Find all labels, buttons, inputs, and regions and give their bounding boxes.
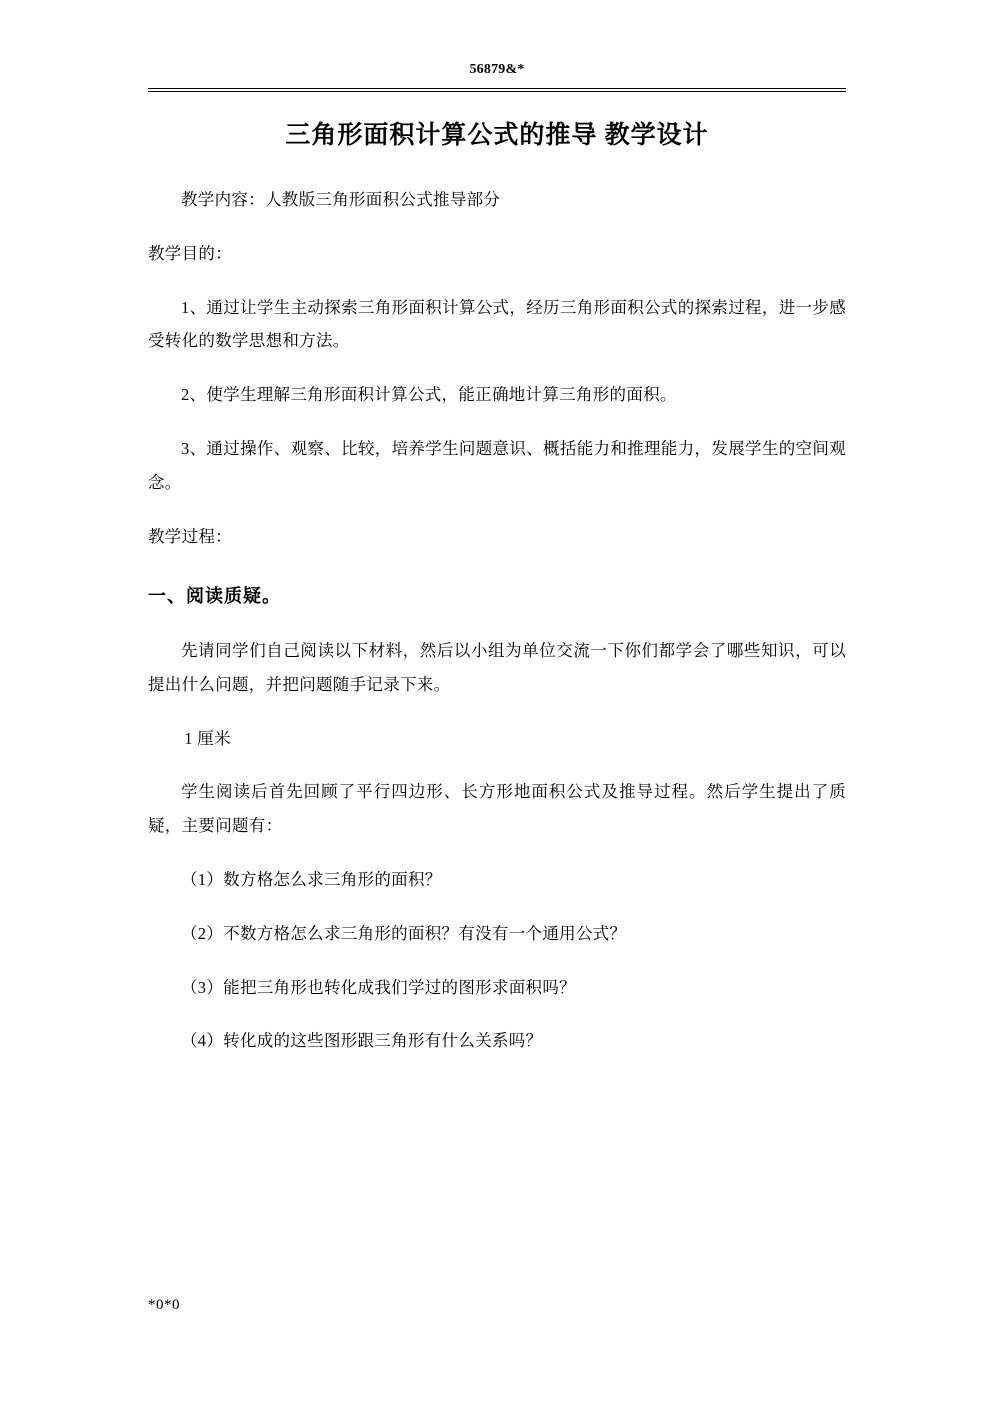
page-header: 56879&*: [469, 62, 525, 77]
paragraph-goal-1: 1、通过让学生主动探索三角形面积计算公式，经历三角形面积公式的探索过程，进一步感受转化的数学思想和方法。: [148, 297, 846, 351]
page-title: 三角形面积计算公式的推导 教学设计: [285, 122, 709, 149]
paragraph-measure-note: 1 厘米: [184, 728, 231, 748]
paragraph-question-2: （2）不数方格怎么求三角形的面积？有没有一个通用公式？: [181, 923, 627, 943]
paragraph-teaching-goal-label: 教学目的：: [148, 243, 232, 263]
paragraph-read-instruction: 先请同学们自己阅读以下材料，然后以小组为单位交流一下你们都学会了哪些知识，可以提出什么问题，并把问题随手记录下来。: [148, 640, 846, 694]
paragraph-goal-2: 2、使学生理解三角形面积计算公式，能正确地计算三角形的面积。: [181, 385, 677, 405]
section-heading-one: 一、阅读质疑。: [148, 585, 281, 606]
paragraph-question-3: （3）能把三角形也转化成我们学过的图形求面积吗？: [181, 977, 576, 997]
paragraph-review-note: 学生阅读后首先回顾了平行四边形、长方形地面积公式及推导过程。然后学生提出了质疑，主要问题有：: [148, 782, 846, 836]
paragraph-teaching-process-label: 教学过程：: [148, 526, 232, 546]
header-divider-top: [148, 88, 846, 89]
document-body: [148, 118, 846, 1078]
header-divider-bottom: [148, 91, 846, 92]
paragraph-teaching-content: 教学内容：人教版三角形面积公式推导部分: [181, 190, 501, 209]
paragraph-question-4: （4）转化成的这些图形跟三角形有什么关系吗？: [181, 1031, 543, 1051]
page-footer: *0*0: [148, 1297, 180, 1313]
paragraph-goal-3: 3、通过操作、观察、比较，培养学生问题意识、概括能力和推理能力，发展学生的空间观念。: [148, 439, 846, 492]
paragraph-question-1: （1）数方格怎么求三角形的面积？: [181, 869, 442, 889]
